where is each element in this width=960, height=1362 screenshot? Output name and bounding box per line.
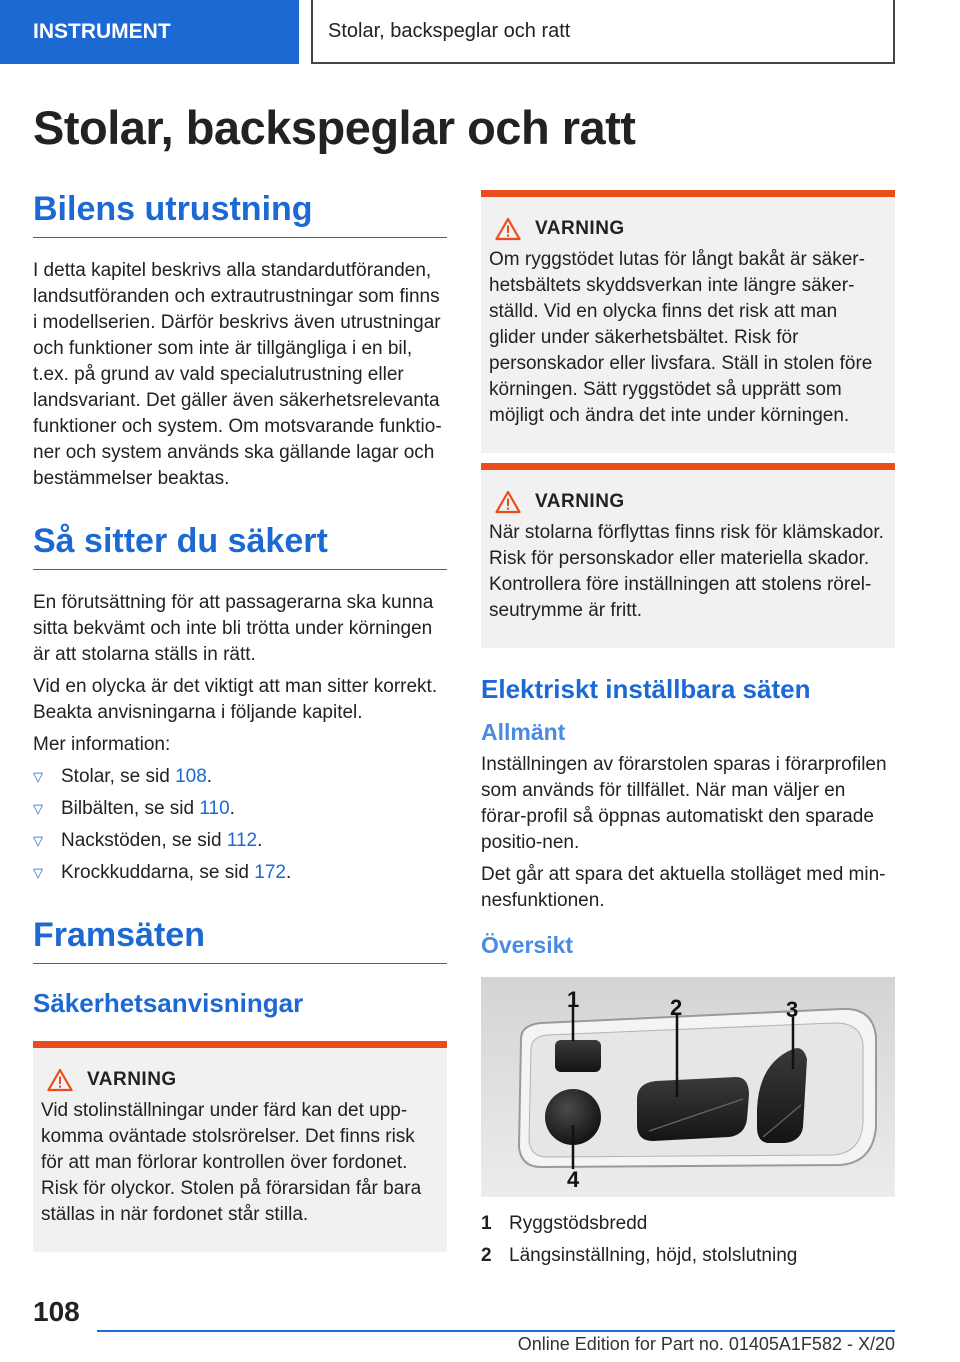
allmant-paragraph-2: Det går att spara det aktuella stolläget med min‐nesfunktionen. xyxy=(481,864,886,911)
page-link[interactable]: 110 xyxy=(199,798,230,819)
caption-item xyxy=(481,1243,895,1269)
header-section-label: INSTRUMENT xyxy=(33,20,171,43)
warning-triangle-icon xyxy=(495,217,521,241)
triangle-bullet-icon: ▽ xyxy=(33,769,43,784)
list-item-text: Krockkuddarna, se sid xyxy=(61,862,255,883)
photo-label-2: 2 xyxy=(670,995,683,1020)
page-link[interactable]: 172 xyxy=(254,862,286,883)
list-item-text: Stolar, se sid xyxy=(61,766,176,787)
caption-number: 2 xyxy=(481,1245,492,1266)
list-item xyxy=(33,828,447,854)
warning-title: VARNING xyxy=(87,1069,177,1090)
list-item xyxy=(33,796,447,822)
header-chapter-tab[interactable] xyxy=(311,0,895,64)
caption-text: Ryggstödsbredd xyxy=(509,1213,648,1234)
warning-title: VARNING xyxy=(535,218,625,239)
list-item xyxy=(33,860,447,886)
list-item-end: . xyxy=(206,766,213,787)
page-link[interactable]: 108 xyxy=(175,766,207,787)
triangle-bullet-icon: ▽ xyxy=(33,865,43,880)
warning-triangle-icon xyxy=(47,1068,73,1092)
footer-divider xyxy=(97,1330,895,1332)
page-title: Stolar, backspeglar och ratt xyxy=(33,101,636,154)
photo-label-4: 4 xyxy=(567,1167,580,1192)
warning-title: VARNING xyxy=(535,491,625,512)
list-item-end: . xyxy=(229,798,235,819)
heading-elektriskt-installbara-saten: Elektriskt inställbara säten xyxy=(481,674,811,704)
list-item-end: . xyxy=(285,862,292,883)
header-chapter-label: Stolar, backspeglar och ratt xyxy=(328,19,571,42)
caption-text: Längsinställning, höjd, stolslutning xyxy=(509,1245,798,1266)
heading-oversikt: Översikt xyxy=(481,932,574,958)
photo-label-1: 1 xyxy=(567,987,580,1012)
left-column xyxy=(33,190,447,1252)
warning-triangle-icon xyxy=(495,490,521,514)
list-item-text: Nackstöden, se sid xyxy=(61,830,227,851)
sakert-paragraph-3: Mer information: xyxy=(33,734,171,755)
warning-text: Vid stolinställningar under färd kan det upp‐komma oväntade stolsrörelser. Det finns risk för att man förlorar kontrollen över fordonet. Risk för olyckor. Stolen på förarsidan får bara ställas in när fordonet står stilla. xyxy=(41,1100,422,1225)
caption-number: 1 xyxy=(481,1213,492,1234)
photo-label-3: 3 xyxy=(786,997,799,1022)
footer-edition: Online Edition for Part no. 01405A1F582 - X/20 xyxy=(517,1334,895,1354)
warning-header xyxy=(489,490,887,514)
list-item xyxy=(33,764,447,790)
list-item-end: . xyxy=(257,830,263,851)
warning-box xyxy=(481,463,895,648)
sakert-paragraph-1: En förutsättning för att passagerarna ska kunna sitta bekvämt och inte bli trötta under körningen är att stolarna ställs in rätt. xyxy=(33,592,434,665)
warning-header xyxy=(489,217,887,241)
heading-allmant: Allmänt xyxy=(481,719,566,745)
triangle-bullet-icon: ▽ xyxy=(33,833,43,848)
page-number: 108 xyxy=(33,1296,80,1327)
list-item-text: Bilbälten, se sid xyxy=(61,798,200,819)
caption-list xyxy=(481,1211,895,1269)
warning-box xyxy=(33,1041,447,1252)
caption-item xyxy=(481,1211,895,1237)
sakert-paragraph-2: Vid en olycka är det viktigt att man sitter korrekt. Beakta anvisningarna i följande kapitel. xyxy=(33,676,438,723)
heading-sakerhetsanvisningar: Säkerhetsanvisningar xyxy=(33,988,304,1018)
warning-header xyxy=(41,1068,439,1092)
more-info-list xyxy=(33,764,447,886)
heading-framsaten: Framsäten xyxy=(33,916,447,964)
seat-controls-photo xyxy=(481,977,895,1197)
right-column xyxy=(481,190,895,1275)
allmant-paragraph-1: Inställningen av förarstolen sparas i förarprofilen som används för tillfället. När man väljer en förar‐profil så öppnas automatiskt den sparade positio‐nen. xyxy=(481,754,887,853)
heading-sa-sitter-du-sakert: Så sitter du säkert xyxy=(33,522,447,570)
header-section-tab[interactable] xyxy=(0,0,299,64)
bilens-paragraph: I detta kapitel beskrivs alla standardutföranden, landsutföranden och extrautrustningar som finns i modellserien. Därför beskrivs även utrustningar och funktioner som inte är tillgängliga i en bil, t.ex. på grund av vald specialutrustning eller landsvariant. Det gäller även säkerhetsrelevanta funktioner och system. Om motsvarande funktio‐ner och system används ska gällande lagar och bestämmelser beaktas. xyxy=(33,260,442,489)
warning-text: Om ryggstödet lutas för långt bakåt är säker‐hetsbältets skyddsverkan inte längre säker‐ställd. Vid en olycka finns det risk att man glider under säkerhetsbältet. Risk för personskador eller livsfara. Ställ in stolen före körningen. Sätt ryggstödet så upprätt som möjligt och ändra det inte under körningen. xyxy=(489,249,873,426)
page-link[interactable]: 112 xyxy=(226,830,258,851)
warning-box xyxy=(481,190,895,453)
heading-bilens-utrustning: Bilens utrustning xyxy=(33,190,447,238)
warning-text: När stolarna förflyttas finns risk för klämskador. Risk för personskador eller materiella skador. Kontrollera före inställningen att stolens rörel‐seutrymme är fritt. xyxy=(489,522,884,621)
triangle-bullet-icon: ▽ xyxy=(33,801,43,816)
